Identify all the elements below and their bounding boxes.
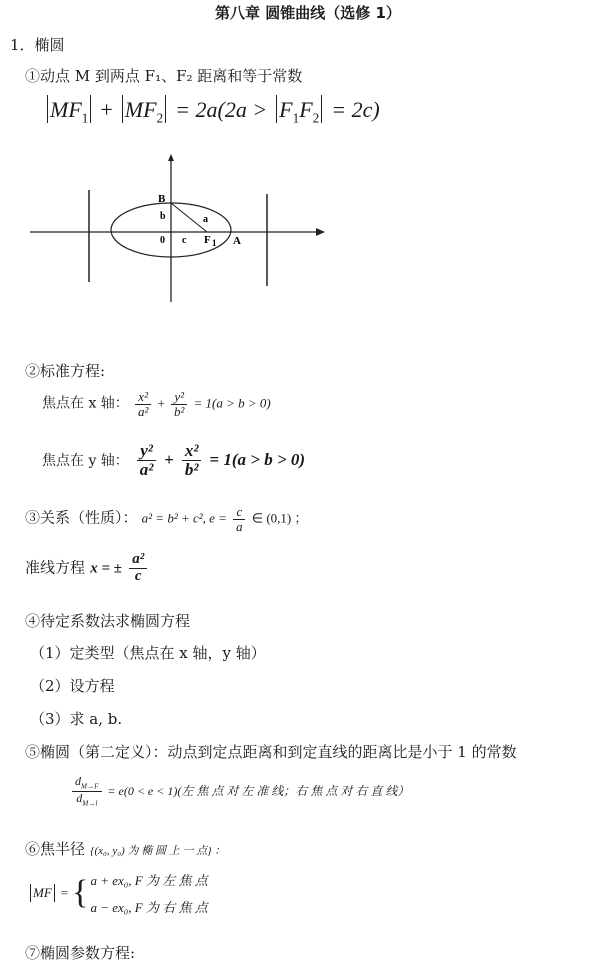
y-axis-arrow-icon	[168, 154, 174, 161]
chapter-title: 第八章 圆锥曲线（选修 1）	[215, 4, 401, 22]
svg-text:F: F	[204, 234, 211, 246]
svg-text:b: b	[160, 211, 166, 222]
item1-formula: $MF_1 + MF_2 = 2a(2a > F_1F_2 = 2c)$	[45, 95, 380, 126]
abs-bar	[276, 95, 277, 123]
item5-heading: ⑤椭圆（第二定义）：动点到定点距离和到定直线的距离比是小于 1 的常数	[25, 743, 517, 761]
svg-text:A: A	[233, 235, 241, 247]
svg-text:B: B	[158, 193, 166, 205]
std-eq-x-axis: 焦点在 x 轴： $\frac{\text{x²}}{\text{a²}}$ + $\frac{\text{y²}}{\text{b²}}$ = 1(a > b > 0)	[42, 389, 271, 419]
abs-bar	[47, 95, 48, 123]
item7-heading: ⑦椭圆参数方程:	[25, 944, 136, 962]
abs-bar	[165, 95, 166, 123]
ellipse-diagram	[0, 140, 340, 320]
section-number: 1．	[10, 36, 35, 54]
item4-step-3: （3）求 a, b.	[30, 710, 123, 728]
std-eq-y-axis: 焦点在 y 轴： $\frac{\text{y²}}{\text{a²}}$ + $\frac{\text{x²}}{\text{b²}}$ = 1(a > b > 0)	[42, 441, 306, 479]
item4-heading: ④待定系数法求椭圆方程	[25, 612, 191, 630]
item4-step-1: （1）定类型（焦点在 x 轴，y 轴）	[30, 644, 266, 662]
section-heading-ellipse	[10, 34, 65, 55]
section-label: 椭圆	[34, 36, 65, 54]
svg-text:c: c	[182, 235, 187, 246]
item2-heading: ②标准方程:	[25, 362, 106, 380]
x-axis-arrow-icon	[316, 228, 325, 236]
item3-relation: ③关系（性质）： a² = b² + c², e = $\frac{c}{a}$ ∈ (0,1) ；	[25, 504, 308, 534]
svg-text:0: 0	[160, 235, 165, 246]
svg-text:a: a	[203, 214, 208, 225]
item1-text: ①动点 M 到两点 F₁、F₂ 距离和等于常数	[25, 67, 303, 85]
segment-BF1	[171, 203, 207, 232]
abs-bar	[321, 95, 322, 123]
abs-bar	[90, 95, 91, 123]
directrix-equation: 准线方程 x = ± $\frac{\text{a²}}{c}$	[25, 552, 149, 585]
item6-focal-radius: ⑥焦半径 {(x₀, y₀) 为 椭 圆 上 一 点} ：	[25, 840, 226, 858]
abs-bar	[122, 95, 123, 123]
item6-formula: MF = { a + ex₀, F 为 左 焦 点 a − ex₀, F 为 右 焦 点	[28, 870, 208, 916]
svg-text:1: 1	[212, 238, 217, 248]
item4-step-2: （2）设方程	[30, 677, 115, 695]
item5-formula: $\frac{d_{M\to F}}{d_{M\to l}}$ = e(0 < e < 1)(左 焦 点 对 左 准 线；右 焦 点 对 右 直 线）	[70, 775, 409, 808]
